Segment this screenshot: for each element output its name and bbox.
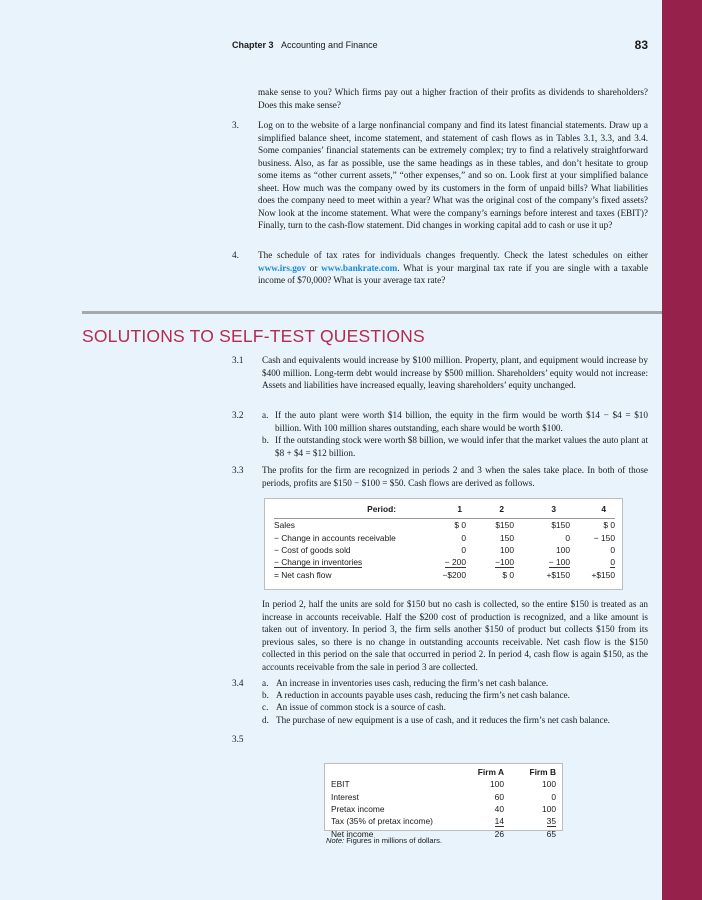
bankrate-link[interactable]: www.bankrate.com bbox=[321, 262, 398, 273]
solution-3-4-number: 3.4 bbox=[232, 678, 244, 688]
question-4-text: The schedule of tax rates for individuals changes frequently. Check the latest schedules on either www.irs.gov or www.bankrate.com. What is your marginal tax rate if you are single with a taxable income of $70,000? What is your average tax rate? bbox=[258, 250, 649, 285]
table-row: Pretax income 40 100 bbox=[331, 804, 556, 815]
solution-3-4-d-label: d. bbox=[262, 715, 269, 725]
solution-3-1-number: 3.1 bbox=[232, 355, 244, 365]
solution-3-4-b-label: b. bbox=[262, 690, 269, 700]
solution-3-2-number: 3.2 bbox=[232, 410, 244, 420]
chapter-title: Accounting and Finance bbox=[281, 40, 378, 50]
solution-3-4-c-text: An issue of common stock is a source of cash. bbox=[276, 702, 446, 712]
note-label: Note: bbox=[326, 836, 345, 845]
solution-3-4-a-text: An increase in inventories uses cash, reducing the firm’s net cash balance. bbox=[276, 678, 549, 688]
solution-3-2-a-label: a. bbox=[262, 410, 269, 420]
solution-3-2-b-label: b. bbox=[262, 435, 269, 445]
solution-3-4-d-text: The purchase of new equipment is a use of cash, and it reduces the firm’s net cash balance. bbox=[276, 715, 610, 725]
question-3-text: Log on to the website of a large nonfinancial company and find its latest financial statements. Draw up a simplified balance sheet, income statement, and statement of cash flows as in Tables 3.1, 3.3, and 3.4. Some companies’ financial statements can be extremely complex; try to find a relatively straightforward business. Also, as far as possible, use the same headings as in these tables, and don’t hesitate to group some items as “other current assets,” “other expenses,” and so on. Look first at your simplified balance sheet. How much was the company owed by its customers in the form of unpaid bills? What liabilities does the company need to meet within a year? What was the original cost of the company’s fixed assets? Now look at the income statement. What were the company’s earnings before interest and taxes (EBIT)? Finally, turn to the cash-flow statement. Did changes in working capital add to cash or use it up? bbox=[258, 120, 648, 230]
solution-3-2-b-text: If the outstanding stock were worth $8 billion, we would infer that the market values the auto plant at $8 + $4 = $12 billion. bbox=[275, 435, 648, 458]
solution-3-1-text: Cash and equivalents would increase by $100 million. Property, plant, and equipment would increase by $400 million. Long-term debt would increase by $500 million. Shareholders’ equity would not increase: Assets and liabilities have increased equally, leaving shareholders’ equity unchanged. bbox=[262, 355, 648, 390]
page-number: 83 bbox=[634, 38, 648, 52]
table-note bbox=[326, 836, 442, 845]
table-row: = Net cash flow −$200 $ 0 +$150 +$150 bbox=[274, 569, 615, 580]
solution-3-5-number: 3.5 bbox=[232, 734, 244, 744]
table-row: EBIT 100 100 bbox=[331, 779, 556, 790]
question-4-number: 4. bbox=[232, 250, 239, 260]
solutions-heading: SOLUTIONS TO SELF-TEST QUESTIONS bbox=[82, 326, 425, 346]
solution-3-3-number: 3.3 bbox=[232, 465, 244, 475]
table-header-row: Period: 1 2 3 4 bbox=[367, 504, 606, 515]
irs-link[interactable]: www.irs.gov bbox=[258, 262, 306, 273]
intro-continuation: make sense to you? Which firms pay out a higher fraction of their profits as dividends to shareholders? Does this make sense? bbox=[258, 87, 648, 110]
table-row: Tax (35% of pretax income) 14 35 bbox=[331, 816, 556, 827]
section-divider bbox=[82, 311, 662, 314]
chapter-label: Chapter 3 bbox=[232, 40, 274, 50]
table-row: Sales $ 0 $150 $150 $ 0 bbox=[274, 520, 615, 531]
table-header-row: Firm A Firm B bbox=[477, 767, 556, 778]
page-edge-stripe bbox=[662, 0, 702, 900]
solution-3-4-b-text: A reduction in accounts payable uses cash, reducing the firm’s net cash balance. bbox=[276, 690, 570, 700]
solution-3-3-text: The profits for the firm are recognized in periods 2 and 3 when the sales take place. In both of those periods, profits are $150 − $100 = $50. Cash flows are derived as follows. bbox=[262, 465, 648, 488]
table-row: Net income 26 65 bbox=[331, 828, 556, 839]
running-header bbox=[232, 40, 648, 54]
solution-3-3-explanation: In period 2, half the units are sold for $150 but no cash is collected, so the entire $150 is treated as an increase in accounts receivable. Half the $200 cost of production is recognized, and a like amount is taken out of inventory. In period 3, the firm sells another $150 of product but collects $150 from its previous sales, so there is no change in outstanding accounts receivable. Net cash flow is the $150 collected in this period on the sale that occurred in period 2. In period 4, cash flow is again $150, as the accounts receivable from the sale in period 3 are collected. bbox=[262, 599, 648, 672]
table-row: − Change in inventories − 200 −100 − 100 0 bbox=[274, 557, 615, 568]
income-comparison-table bbox=[324, 763, 563, 839]
question-3-number: 3. bbox=[232, 120, 239, 130]
cash-flow-table bbox=[264, 498, 623, 590]
table-row: − Change in accounts receivable 0 150 0 − 150 bbox=[274, 532, 615, 543]
solution-3-4-a-label: a. bbox=[262, 678, 269, 688]
solution-3-4-c-label: c. bbox=[262, 702, 269, 712]
note-text: Figures in millions of dollars. bbox=[346, 836, 443, 845]
table-row: Interest 60 0 bbox=[331, 791, 556, 802]
solution-3-2-a-text: If the auto plant were worth $14 billion, the equity in the firm would be worth $14 − $4 = $10 billion. With 100 million shares outstanding, each share would be worth $100. bbox=[275, 410, 648, 433]
table-row: − Cost of goods sold 0 100 100 0 bbox=[274, 545, 615, 556]
